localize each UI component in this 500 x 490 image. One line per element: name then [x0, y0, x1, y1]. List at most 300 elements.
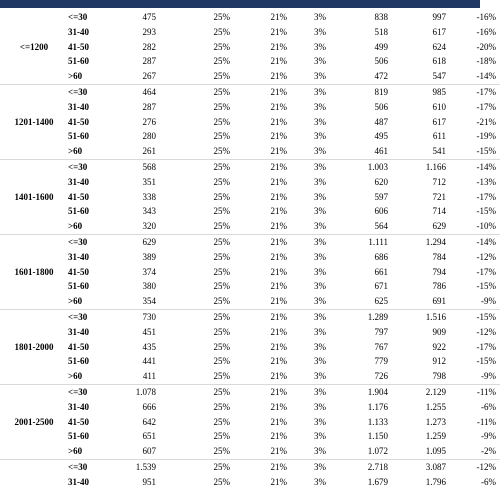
- value-cell: 351: [142, 176, 156, 187]
- table-row: [0, 175, 500, 190]
- value-cell: 3%: [314, 266, 326, 277]
- value-cell: 261: [142, 146, 156, 157]
- value-cell: -11%: [476, 416, 496, 427]
- value-cell: 730: [108, 309, 156, 324]
- value-cell: 721: [432, 191, 446, 202]
- value-cell: 642: [142, 416, 156, 427]
- value-cell: 909: [432, 326, 446, 337]
- age-band-cell: >60: [68, 296, 83, 307]
- value-cell: 3%: [314, 41, 326, 52]
- value-cell: 1.289: [326, 309, 388, 324]
- padding-cell: [496, 190, 500, 205]
- value-cell: -21%: [476, 116, 496, 127]
- value-cell: 25%: [213, 12, 230, 22]
- value-cell: 618: [432, 56, 446, 67]
- value-cell: 495: [374, 131, 388, 142]
- age-band-cell: 41-50: [68, 266, 89, 277]
- value-cell: 380: [142, 281, 156, 292]
- age-band-cell: 41-50: [68, 116, 89, 127]
- value-cell: 1.111: [326, 234, 388, 249]
- value-cell: 686: [374, 251, 388, 262]
- value-cell: 3%: [314, 71, 326, 82]
- padding-cell: [496, 54, 500, 69]
- value-cell: 794: [432, 266, 446, 277]
- value-cell: 276: [142, 116, 156, 127]
- age-band-cell: 41-50: [68, 341, 89, 352]
- value-cell: -15%: [476, 281, 496, 292]
- age-band-cell: <=30: [68, 384, 108, 399]
- value-cell: 287: [142, 56, 156, 67]
- value-cell: -9%: [481, 371, 496, 382]
- value-cell: 25%: [213, 476, 230, 487]
- padding-cell: [496, 279, 500, 294]
- value-cell: 21%: [270, 341, 287, 352]
- value-cell: 21%: [270, 416, 287, 427]
- value-cell: 25%: [213, 341, 230, 352]
- value-cell: 985: [388, 84, 446, 99]
- value-cell: 797: [374, 326, 388, 337]
- table-row: [0, 309, 500, 324]
- age-band-cell: >60: [68, 371, 83, 382]
- padding-cell: [496, 340, 500, 355]
- value-cell: 624: [432, 41, 446, 52]
- value-cell: 1.003: [326, 159, 388, 174]
- value-cell: 25%: [213, 371, 230, 382]
- padding-cell: [496, 234, 500, 249]
- income-group-label: 2001-2500: [0, 384, 68, 459]
- value-cell: 21%: [230, 459, 287, 474]
- value-cell: 1.904: [326, 384, 388, 399]
- value-cell: 25%: [213, 26, 230, 37]
- value-cell: 374: [142, 266, 156, 277]
- value-cell: 21%: [270, 431, 287, 442]
- value-cell: 499: [374, 41, 388, 52]
- value-cell: 506: [374, 56, 388, 67]
- padding-cell: [496, 294, 500, 309]
- header-bar: [0, 0, 480, 8]
- value-cell: 3%: [314, 56, 326, 67]
- value-cell: 282: [142, 41, 156, 52]
- value-cell: -14%: [446, 234, 496, 249]
- value-cell: 726: [374, 371, 388, 382]
- value-cell: 1.072: [367, 446, 388, 457]
- value-cell: 25%: [213, 416, 230, 427]
- table-row: [0, 369, 500, 384]
- value-cell: 1.095: [425, 446, 446, 457]
- value-cell: 922: [432, 341, 446, 352]
- value-cell: 21%: [270, 131, 287, 142]
- value-cell: 651: [142, 431, 156, 442]
- value-cell: 3%: [314, 446, 326, 457]
- padding-cell: [496, 40, 500, 55]
- value-cell: 3%: [314, 341, 326, 352]
- value-cell: 21%: [270, 12, 287, 22]
- value-cell: -12%: [476, 326, 496, 337]
- value-cell: 597: [374, 191, 388, 202]
- value-cell: 1.796: [425, 476, 446, 487]
- value-cell: 779: [374, 356, 388, 367]
- value-cell: -18%: [476, 56, 496, 67]
- value-cell: 435: [142, 341, 156, 352]
- table-row: [0, 40, 500, 55]
- table-row: [0, 340, 500, 355]
- table-row: [0, 115, 500, 130]
- padding-cell: [496, 369, 500, 384]
- value-cell: 3%: [314, 206, 326, 217]
- padding-cell: [496, 309, 500, 324]
- value-cell: 472: [374, 71, 388, 82]
- value-cell: 25%: [156, 234, 230, 249]
- table-row: [0, 475, 500, 490]
- value-cell: 1.255: [425, 401, 446, 412]
- age-band-cell: >60: [68, 221, 83, 232]
- value-cell: 267: [142, 71, 156, 82]
- table-row: [0, 54, 500, 69]
- value-cell: -13%: [476, 176, 496, 187]
- value-cell: 3%: [314, 176, 326, 187]
- value-cell: 293: [142, 26, 156, 37]
- value-cell: 21%: [230, 384, 287, 399]
- value-cell: 25%: [213, 266, 230, 277]
- table-row: [0, 129, 500, 144]
- value-cell: 21%: [270, 176, 287, 187]
- value-cell: -17%: [476, 266, 496, 277]
- value-cell: 3%: [314, 191, 326, 202]
- age-band-cell: 51-60: [68, 56, 89, 67]
- age-band-cell: 51-60: [68, 356, 89, 367]
- value-cell: 25%: [213, 401, 230, 412]
- value-cell: -14%: [446, 159, 496, 174]
- padding-cell: [496, 175, 500, 190]
- padding-cell: [496, 354, 500, 369]
- value-cell: 21%: [270, 476, 287, 487]
- value-cell: 21%: [270, 221, 287, 232]
- value-cell: 464: [108, 84, 156, 99]
- value-cell: 21%: [270, 56, 287, 67]
- income-group-label: [0, 459, 68, 489]
- value-cell: 1.166: [388, 159, 446, 174]
- value-cell: 3%: [287, 159, 326, 174]
- padding-cell: [496, 415, 500, 430]
- value-cell: 441: [142, 356, 156, 367]
- value-cell: 25%: [213, 431, 230, 442]
- value-cell: 21%: [270, 101, 287, 112]
- value-cell: 629: [432, 221, 446, 232]
- value-cell: 3%: [314, 416, 326, 427]
- value-cell: -15%: [476, 206, 496, 217]
- value-cell: 25%: [213, 131, 230, 142]
- value-cell: 3%: [314, 12, 326, 22]
- value-cell: 617: [432, 116, 446, 127]
- age-band-cell: 41-50: [68, 191, 89, 202]
- value-cell: 712: [432, 176, 446, 187]
- value-cell: 25%: [213, 221, 230, 232]
- value-cell: 1.539: [108, 459, 156, 474]
- value-cell: 21%: [270, 296, 287, 307]
- padding-cell: [496, 400, 500, 415]
- value-cell: 838: [374, 12, 388, 22]
- table-row: [0, 159, 500, 174]
- value-cell: -16%: [476, 26, 496, 37]
- value-cell: 518: [374, 26, 388, 37]
- value-cell: 21%: [270, 371, 287, 382]
- value-cell: 3%: [314, 326, 326, 337]
- padding-cell: [496, 115, 500, 130]
- value-cell: 1.294: [388, 234, 446, 249]
- value-cell: 475: [142, 12, 156, 22]
- value-cell: 3%: [314, 431, 326, 442]
- value-cell: 819: [326, 84, 388, 99]
- value-cell: 21%: [270, 71, 287, 82]
- table-row: [0, 190, 500, 205]
- value-cell: -19%: [476, 131, 496, 142]
- value-cell: 610: [432, 101, 446, 112]
- value-cell: 547: [432, 71, 446, 82]
- value-cell: -15%: [446, 309, 496, 324]
- value-cell: 21%: [230, 159, 287, 174]
- table-row: [0, 265, 500, 280]
- value-cell: 3%: [314, 221, 326, 232]
- padding-cell: [496, 100, 500, 115]
- value-cell: 487: [374, 116, 388, 127]
- value-cell: 1.516: [388, 309, 446, 324]
- table-row: [0, 144, 500, 159]
- value-cell: 1.679: [367, 476, 388, 487]
- value-cell: 25%: [213, 356, 230, 367]
- table-body: [0, 10, 500, 490]
- table-row: [0, 400, 500, 415]
- value-cell: -14%: [476, 71, 496, 82]
- value-cell: 21%: [270, 401, 287, 412]
- value-cell: 25%: [156, 309, 230, 324]
- value-cell: 541: [432, 146, 446, 157]
- padding-cell: [496, 429, 500, 444]
- age-band-cell: 41-50: [68, 41, 89, 52]
- value-cell: 21%: [270, 326, 287, 337]
- value-cell: 21%: [230, 234, 287, 249]
- age-band-cell: 31-40: [68, 251, 89, 262]
- value-cell: 25%: [213, 56, 230, 67]
- padding-cell: [496, 325, 500, 340]
- value-cell: 3%: [314, 116, 326, 127]
- value-cell: 21%: [270, 191, 287, 202]
- table-row: [0, 234, 500, 249]
- padding-cell: [496, 159, 500, 174]
- value-cell: 3%: [287, 84, 326, 99]
- value-cell: 25%: [213, 446, 230, 457]
- value-cell: 617: [432, 26, 446, 37]
- table-row: [0, 219, 500, 234]
- value-cell: 798: [432, 371, 446, 382]
- padding-cell: [496, 129, 500, 144]
- age-band-cell: 31-40: [68, 326, 89, 337]
- value-cell: 21%: [270, 281, 287, 292]
- table-row: [0, 204, 500, 219]
- padding-cell: [496, 144, 500, 159]
- value-cell: 21%: [270, 41, 287, 52]
- age-band-cell: 51-60: [68, 281, 89, 292]
- income-group-label: 1801-2000: [0, 309, 68, 384]
- value-cell: 3%: [314, 146, 326, 157]
- value-cell: 25%: [213, 296, 230, 307]
- value-cell: 389: [142, 251, 156, 262]
- age-band-cell: 31-40: [68, 476, 89, 487]
- value-cell: -12%: [446, 459, 496, 474]
- value-cell: 3%: [314, 131, 326, 142]
- value-cell: 714: [432, 206, 446, 217]
- income-group-label: 1201-1400: [0, 84, 68, 159]
- value-cell: -6%: [481, 401, 496, 412]
- value-cell: 784: [432, 251, 446, 262]
- income-group-label: <=1200: [19, 41, 49, 52]
- value-cell: 611: [432, 131, 446, 142]
- table-row: [0, 100, 500, 115]
- value-cell: 411: [142, 371, 156, 382]
- value-cell: 21%: [230, 84, 287, 99]
- table-row: [0, 415, 500, 430]
- value-cell: 2.129: [388, 384, 446, 399]
- value-cell: 2.718: [326, 459, 388, 474]
- value-cell: 625: [374, 296, 388, 307]
- padding-cell: [496, 84, 500, 99]
- value-cell: 3%: [314, 401, 326, 412]
- value-cell: 25%: [213, 206, 230, 217]
- value-cell: 451: [142, 326, 156, 337]
- value-cell: -15%: [476, 356, 496, 367]
- value-cell: 25%: [213, 146, 230, 157]
- value-cell: 3%: [314, 251, 326, 262]
- value-cell: 25%: [156, 459, 230, 474]
- value-cell: 21%: [270, 251, 287, 262]
- value-cell: 25%: [156, 384, 230, 399]
- value-cell: -17%: [476, 101, 496, 112]
- value-cell: 786: [432, 281, 446, 292]
- value-cell: -17%: [446, 84, 496, 99]
- table-row: [0, 25, 500, 40]
- padding-cell: [496, 219, 500, 234]
- value-cell: 3%: [314, 371, 326, 382]
- padding-cell: [496, 444, 500, 459]
- age-band-cell: <=30: [68, 159, 108, 174]
- value-cell: 25%: [213, 71, 230, 82]
- value-cell: 280: [142, 131, 156, 142]
- value-cell: 21%: [270, 356, 287, 367]
- value-cell: -17%: [476, 341, 496, 352]
- value-cell: 912: [432, 356, 446, 367]
- value-cell: 21%: [270, 266, 287, 277]
- value-cell: 607: [142, 446, 156, 457]
- income-age-table: [0, 10, 500, 490]
- value-cell: 1.150: [367, 431, 388, 442]
- age-band-cell: <=30: [68, 309, 108, 324]
- padding-cell: [496, 10, 500, 25]
- value-cell: 21%: [270, 116, 287, 127]
- padding-cell: [496, 250, 500, 265]
- value-cell: 25%: [213, 281, 230, 292]
- value-cell: -12%: [476, 251, 496, 262]
- age-band-cell: >60: [68, 446, 83, 457]
- value-cell: -16%: [476, 12, 496, 22]
- value-cell: 25%: [213, 251, 230, 262]
- value-cell: -9%: [481, 431, 496, 442]
- table-row: [0, 250, 500, 265]
- age-band-cell: <=30: [68, 459, 108, 474]
- value-cell: 767: [374, 341, 388, 352]
- value-cell: 25%: [213, 176, 230, 187]
- value-cell: 287: [142, 101, 156, 112]
- value-cell: 25%: [213, 41, 230, 52]
- table-row: [0, 69, 500, 84]
- table-row: [0, 325, 500, 340]
- padding-cell: [496, 384, 500, 399]
- age-band-cell: 41-50: [68, 416, 89, 427]
- value-cell: 3%: [314, 476, 326, 487]
- value-cell: 1.176: [367, 401, 388, 412]
- padding-cell: [496, 459, 500, 474]
- value-cell: 997: [432, 12, 446, 22]
- value-cell: -20%: [476, 41, 496, 52]
- value-cell: 21%: [270, 206, 287, 217]
- value-cell: 1.078: [108, 384, 156, 399]
- value-cell: 21%: [270, 26, 287, 37]
- value-cell: 25%: [213, 326, 230, 337]
- value-cell: 3%: [314, 356, 326, 367]
- value-cell: 3.087: [388, 459, 446, 474]
- value-cell: 25%: [213, 101, 230, 112]
- value-cell: 1.259: [425, 431, 446, 442]
- value-cell: 25%: [213, 116, 230, 127]
- padding-cell: [496, 69, 500, 84]
- value-cell: 606: [374, 206, 388, 217]
- value-cell: 25%: [156, 84, 230, 99]
- age-band-cell: 31-40: [68, 26, 89, 37]
- table-row: [0, 429, 500, 444]
- padding-cell: [496, 204, 500, 219]
- table-row: [0, 444, 500, 459]
- value-cell: -17%: [476, 191, 496, 202]
- value-cell: 21%: [270, 146, 287, 157]
- value-cell: 568: [108, 159, 156, 174]
- value-cell: 3%: [314, 296, 326, 307]
- table-row: [0, 10, 500, 25]
- age-band-cell: 31-40: [68, 101, 89, 112]
- value-cell: 3%: [314, 101, 326, 112]
- value-cell: 671: [374, 281, 388, 292]
- value-cell: 506: [374, 101, 388, 112]
- padding-cell: [496, 265, 500, 280]
- padding-cell: [496, 25, 500, 40]
- income-group-label: 1401-1600: [0, 159, 68, 234]
- age-band-cell: <=30: [68, 12, 88, 22]
- age-band-cell: 51-60: [68, 206, 89, 217]
- age-band-cell: 31-40: [68, 401, 89, 412]
- age-band-cell: 51-60: [68, 431, 89, 442]
- value-cell: 3%: [287, 384, 326, 399]
- value-cell: 3%: [287, 234, 326, 249]
- value-cell: 666: [142, 401, 156, 412]
- table-row: [0, 279, 500, 294]
- age-band-cell: <=30: [68, 84, 108, 99]
- age-band-cell: >60: [68, 71, 83, 82]
- value-cell: 21%: [270, 446, 287, 457]
- table-row: [0, 84, 500, 99]
- value-cell: 354: [142, 296, 156, 307]
- padding-cell: [496, 475, 500, 490]
- table-row: [0, 459, 500, 474]
- value-cell: 620: [374, 176, 388, 187]
- value-cell: 3%: [287, 459, 326, 474]
- value-cell: 3%: [314, 26, 326, 37]
